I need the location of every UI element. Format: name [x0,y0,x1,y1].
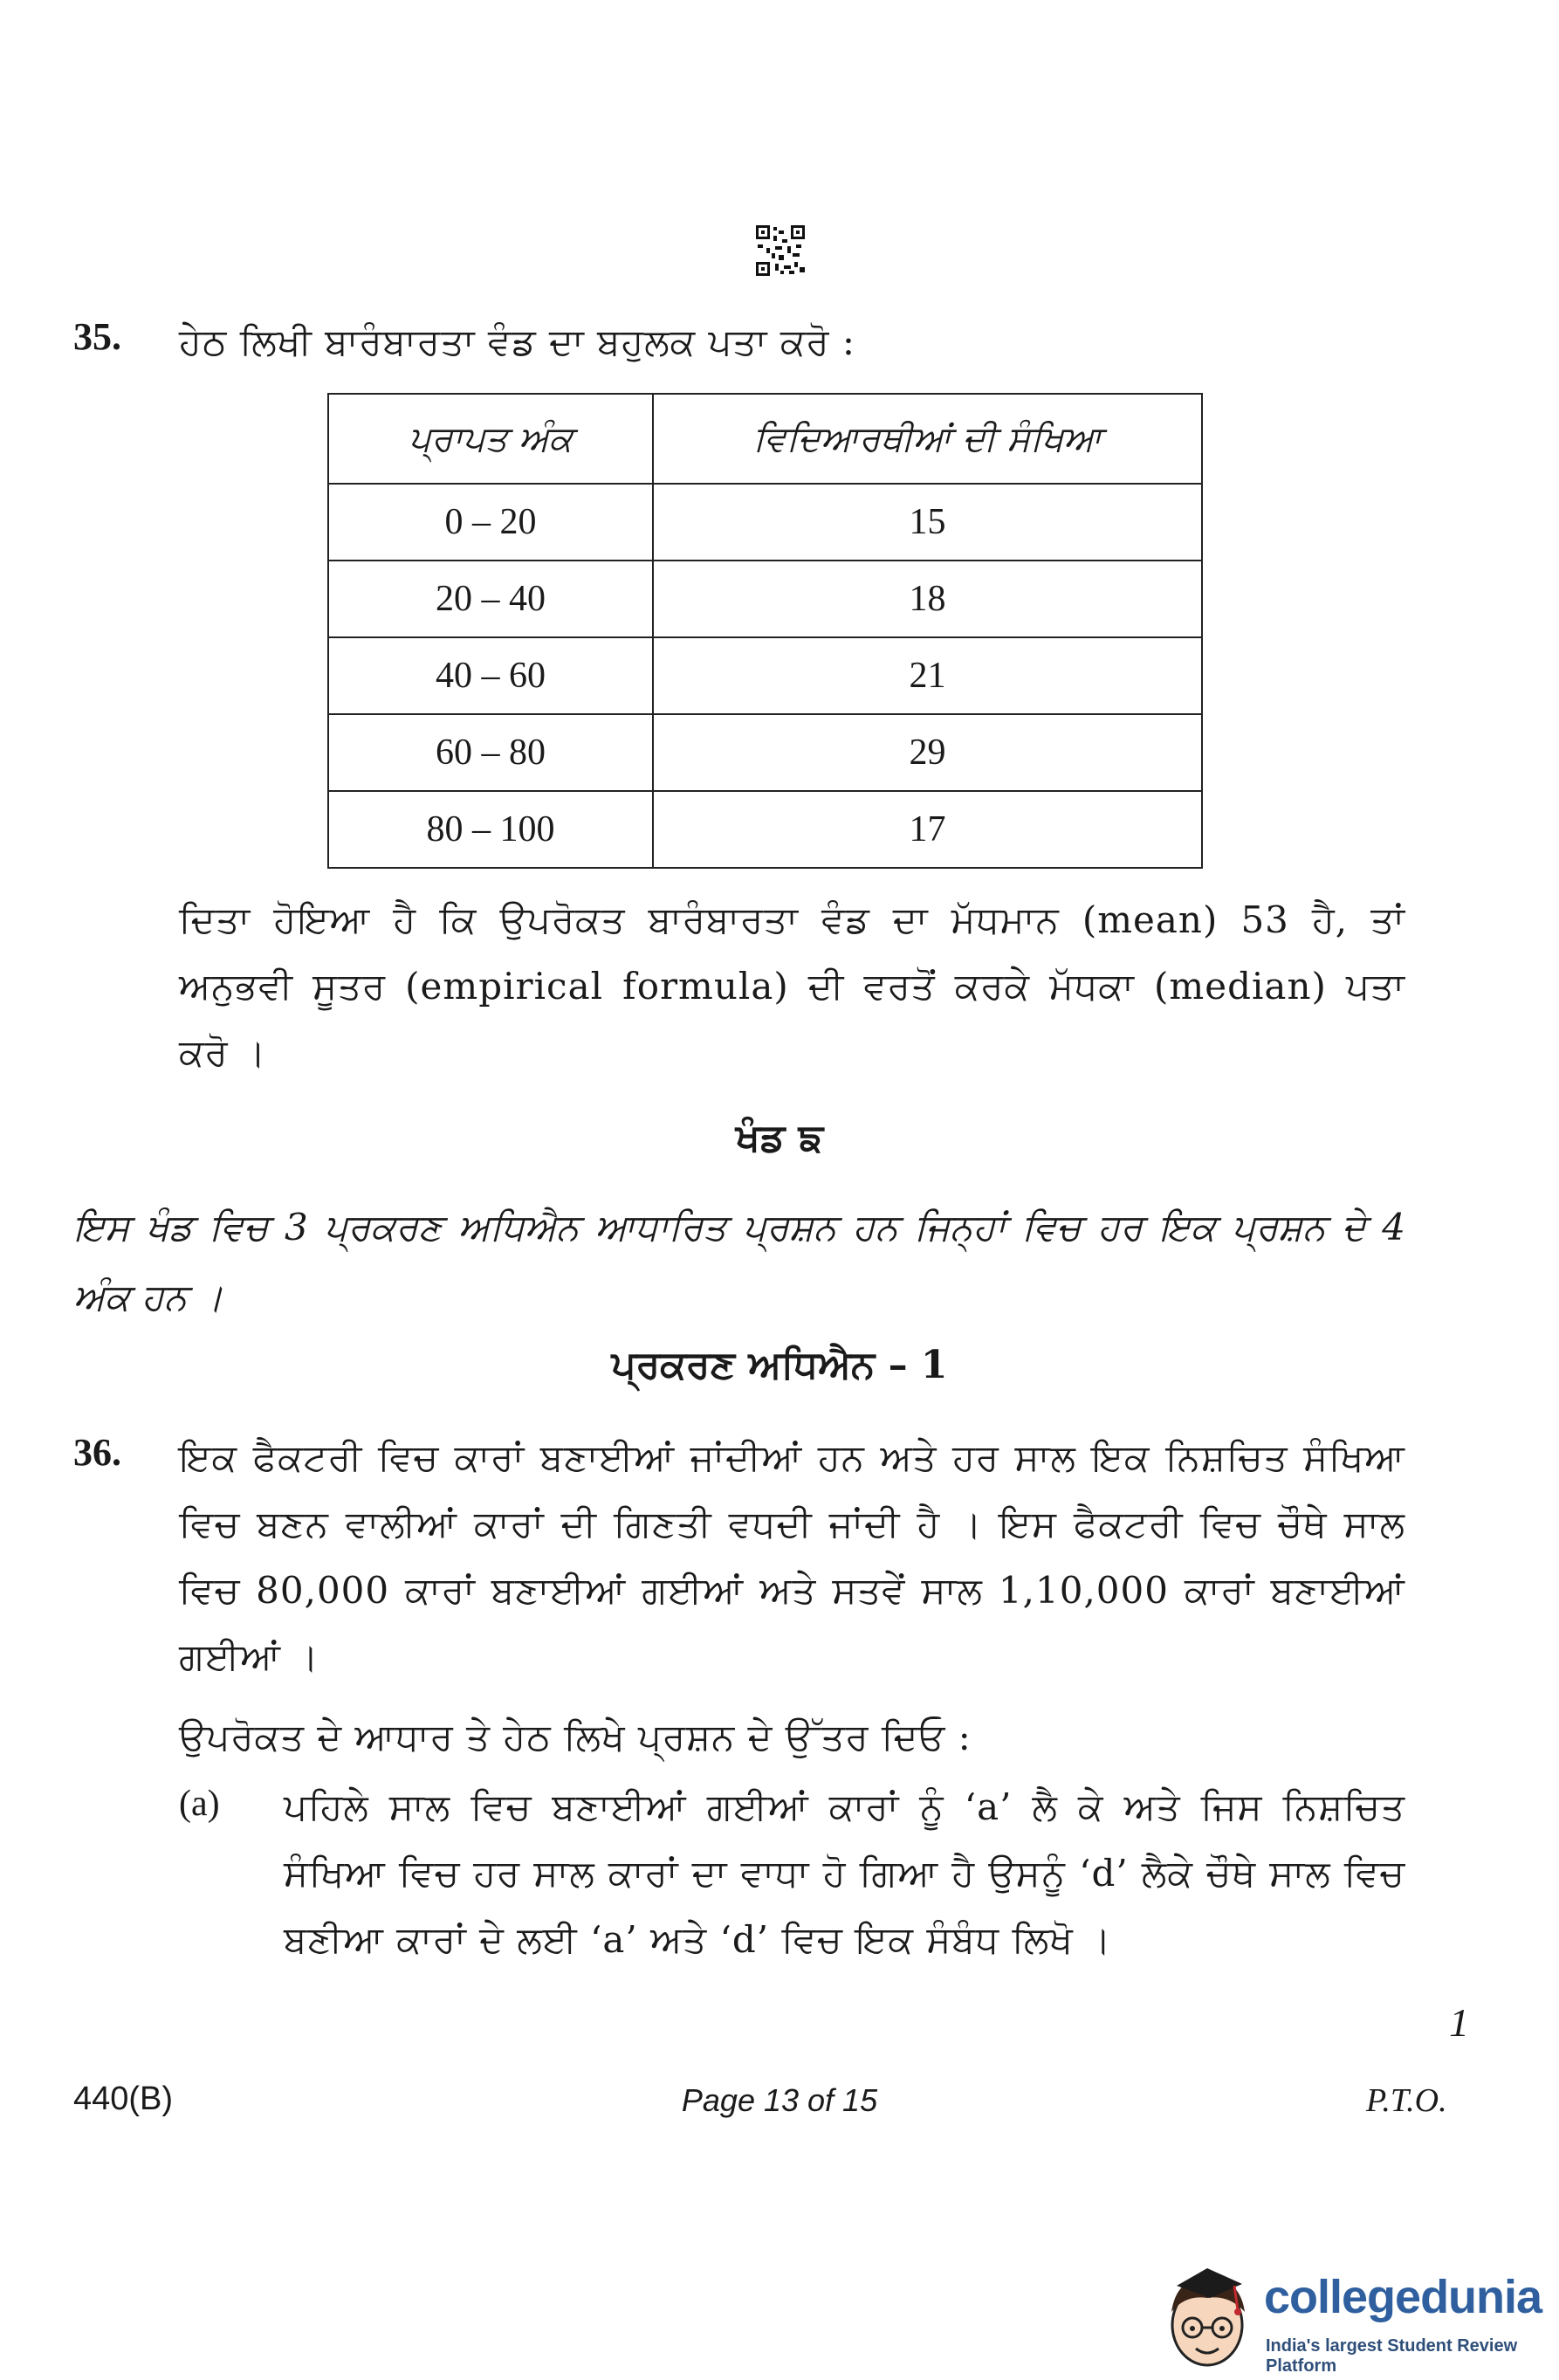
column-header-students: ਵਿਦਿਆਰਥੀਆਂ ਦੀ ਸੰਖਿਆ [653,394,1202,484]
table-row [328,484,1202,561]
section-description: ਇਸ ਖੰਡ ਵਿਚ 3 ਪ੍ਰਕਰਣ ਅਧਿਐਨ ਆਧਾਰਿਤ ਪ੍ਰਸ਼ਨ ਹਨ ਜਿਨ੍ਹਾਂ ਵਿਚ ਹਰ ਇਕ ਪ੍ਰਸ਼ਨ ਦੇ 4 ਅੰਕ ਹਨ । [73,1206,1405,1318]
qr-code-icon [756,225,805,276]
frequency-cell: 18 [653,561,1202,637]
brand-logo-text: collegedunia [1264,2271,1542,2323]
brand-tagline: India's largest Student Review Platform [1266,2336,1518,2376]
question-text: ਇਕ ਫੈਕਟਰੀ ਵਿਚ ਕਾਰਾਂ ਬਣਾਈਆਂ ਜਾਂਦੀਆਂ ਹਨ ਅਤੇ ਹਰ ਸਾਲ ਇਕ ਨਿਸ਼ਚਿਤ ਸੰਖਿਆ ਵਿਚ ਬਣਨ ਵਾਲੀਆਂ ਕਾਰਾਂ ਦੀ ਗਿਣਤੀ ਵਧਦੀ ਜਾਂਦੀ ਹੈ । ਇਸ ਫੈਕਟਰੀ ਵਿਚ ਚੌਥੇ ਸਾਲ ਵਿਚ 80,000 ਕਾਰਾਂ ਬਣਾਈਆਂ ਗਈਆਂ ਅਤੇ ਸਤਵੇਂ ਸਾਲ 1,10,000 ਕਾਰਾਂ ਬਣਾਈਆਂ ਗਈਆਂ । [179,1436,1405,1678]
page-of: of [799,2082,843,2118]
table-header-row [328,394,1202,484]
column-header-marks: ਪ੍ਰਾਪਤ ਅੰਕ [328,394,653,484]
page-current: 13 [763,2082,800,2118]
table-row [328,637,1202,714]
part-label: (a) [179,1784,220,1824]
frequency-cell: 21 [653,637,1202,714]
frequency-cell: 17 [653,791,1202,868]
table-row [328,561,1202,637]
class-interval-cell: 60 – 80 [328,714,653,791]
pto-label: P.T.O. [1366,2082,1447,2119]
frequency-cell: 29 [653,714,1202,791]
question-paragraph: ਦਿਤਾ ਹੋਇਆ ਹੈ ਕਿ ਉਪਰੋਕਤ ਬਾਰੰਬਾਰਤਾ ਵੰਡ ਦਾ ਮੱਧਮਾਨ (mean) 53 ਹੈ, ਤਾਂ ਅਨੁਭਵੀ ਸੂਤਰ (empirical formula) ਦੀ ਵਰਤੋਂ ਕਰਕੇ ਮੱਧਕਾ (median) ਪਤਾ ਕਰੋ । [179,898,1405,1074]
question-instruction: ਉਪਰੋਕਤ ਦੇ ਆਧਾਰ ਤੇ ਹੇਠ ਲਿਖੇ ਪ੍ਰਸ਼ਨ ਦੇ ਉੱਤਰ ਦਿਓ : [179,1716,972,1758]
paper-code: 440(B) [73,2081,174,2117]
page-number [0,2082,1559,2119]
question-number: 35. [73,315,121,358]
frequency-cell: 15 [653,484,1202,561]
case-study-title: ਪ੍ਰਕਰਣ ਅਧਿਐਨ – 1 [611,1343,948,1387]
class-interval-cell: 20 – 40 [328,561,653,637]
class-interval-cell: 0 – 20 [328,484,653,561]
question-text: ਹੇਠ ਲਿਖੀ ਬਾਰੰਬਾਰਤਾ ਵੰਡ ਦਾ ਬਹੁਲਕ ਪਤਾ ਕਰੋ : [179,320,856,363]
class-interval-cell: 40 – 60 [328,637,653,714]
part-text: ਪਹਿਲੇ ਸਾਲ ਵਿਚ ਬਣਾਈਆਂ ਗਈਆਂ ਕਾਰਾਂ ਨੂੰ ‘a’ ਲੈ ਕੇ ਅਤੇ ਜਿਸ ਨਿਸ਼ਚਿਤ ਸੰਖਿਆ ਵਿਚ ਹਰ ਸਾਲ ਕਾਰਾਂ ਦਾ ਵਾਧਾ ਹੋ ਗਿਆ ਹੈ ਉਸਨੂੰ ‘d’ ਲੈਕੇ ਚੌਥੇ ਸਾਲ ਵਿਚ ਬਣੀਆ ਕਾਰਾਂ ਦੇ ਲਈ ‘a’ ਅਤੇ ‘d’ ਵਿਚ ਇਕ ਸੰਬੰਧ ਲਿਖੋ । [284,1785,1405,1961]
table-row [328,714,1202,791]
frequency-table [327,393,1203,869]
table-row [328,791,1202,868]
section-title: ਖੰਡ ਙ [735,1116,824,1160]
page-total: 15 [842,2082,878,2118]
mascot-icon [1159,2260,1255,2373]
question-number: 36. [73,1431,121,1474]
class-interval-cell: 80 – 100 [328,791,653,868]
marks: 1 [1449,2000,1469,2045]
page-prefix: Page [681,2082,764,2118]
